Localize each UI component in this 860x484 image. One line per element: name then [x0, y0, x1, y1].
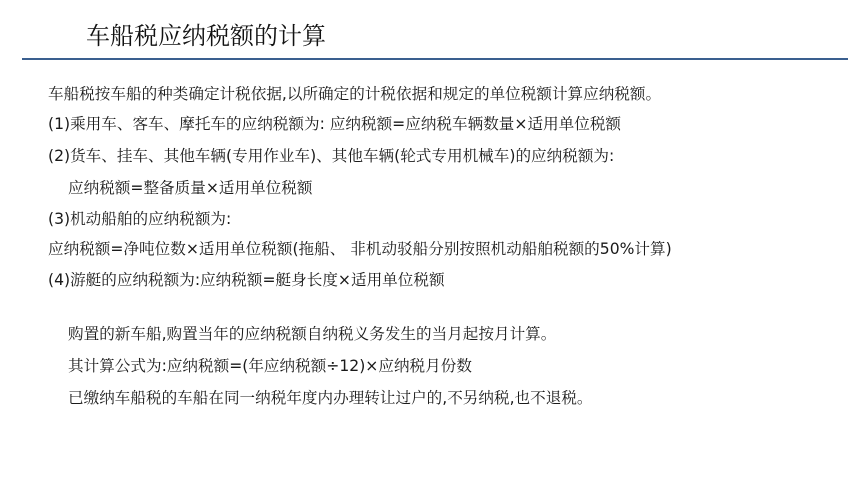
item-3-line: (3)机动船舶的应纳税额为: — [48, 210, 232, 228]
title-divider — [22, 58, 848, 60]
item-1-line: (1)乘用车、客车、摩托车的应纳税额为: 应纳税额=应纳税车辆数量×适用单位税额 — [48, 115, 622, 133]
item-2-formula: 应纳税额=整备质量×适用单位税额 — [68, 179, 313, 197]
item-4-line: (4)游艇的应纳税额为:应纳税额=艇身长度×适用单位税额 — [48, 271, 445, 289]
paragraph-transfer: 已缴纳车船税的车船在同一纳税年度内办理转让过户的,不另纳税,也不退税。 — [68, 389, 593, 407]
paragraph-formula: 其计算公式为:应纳税额=(年应纳税额÷12)×应纳税月份数 — [68, 357, 472, 375]
paragraph-new-purchase: 购置的新车船,购置当年的应纳税额自纳税义务发生的当月起按月计算。 — [68, 325, 557, 343]
item-3-formula: 应纳税额=净吨位数×适用单位税额(拖船、 非机动驳船分别按照机动船舶税额的50%计算) — [48, 240, 672, 258]
intro-line: 车船税按车船的种类确定计税依据,以所确定的计税依据和规定的单位税额计算应纳税额。 — [48, 85, 662, 103]
item-2-line: (2)货车、挂车、其他车辆(专用作业车)、其他车辆(轮式专用机械车)的应纳税额为: — [48, 147, 615, 165]
page-title: 车船税应纳税额的计算 — [86, 22, 326, 50]
